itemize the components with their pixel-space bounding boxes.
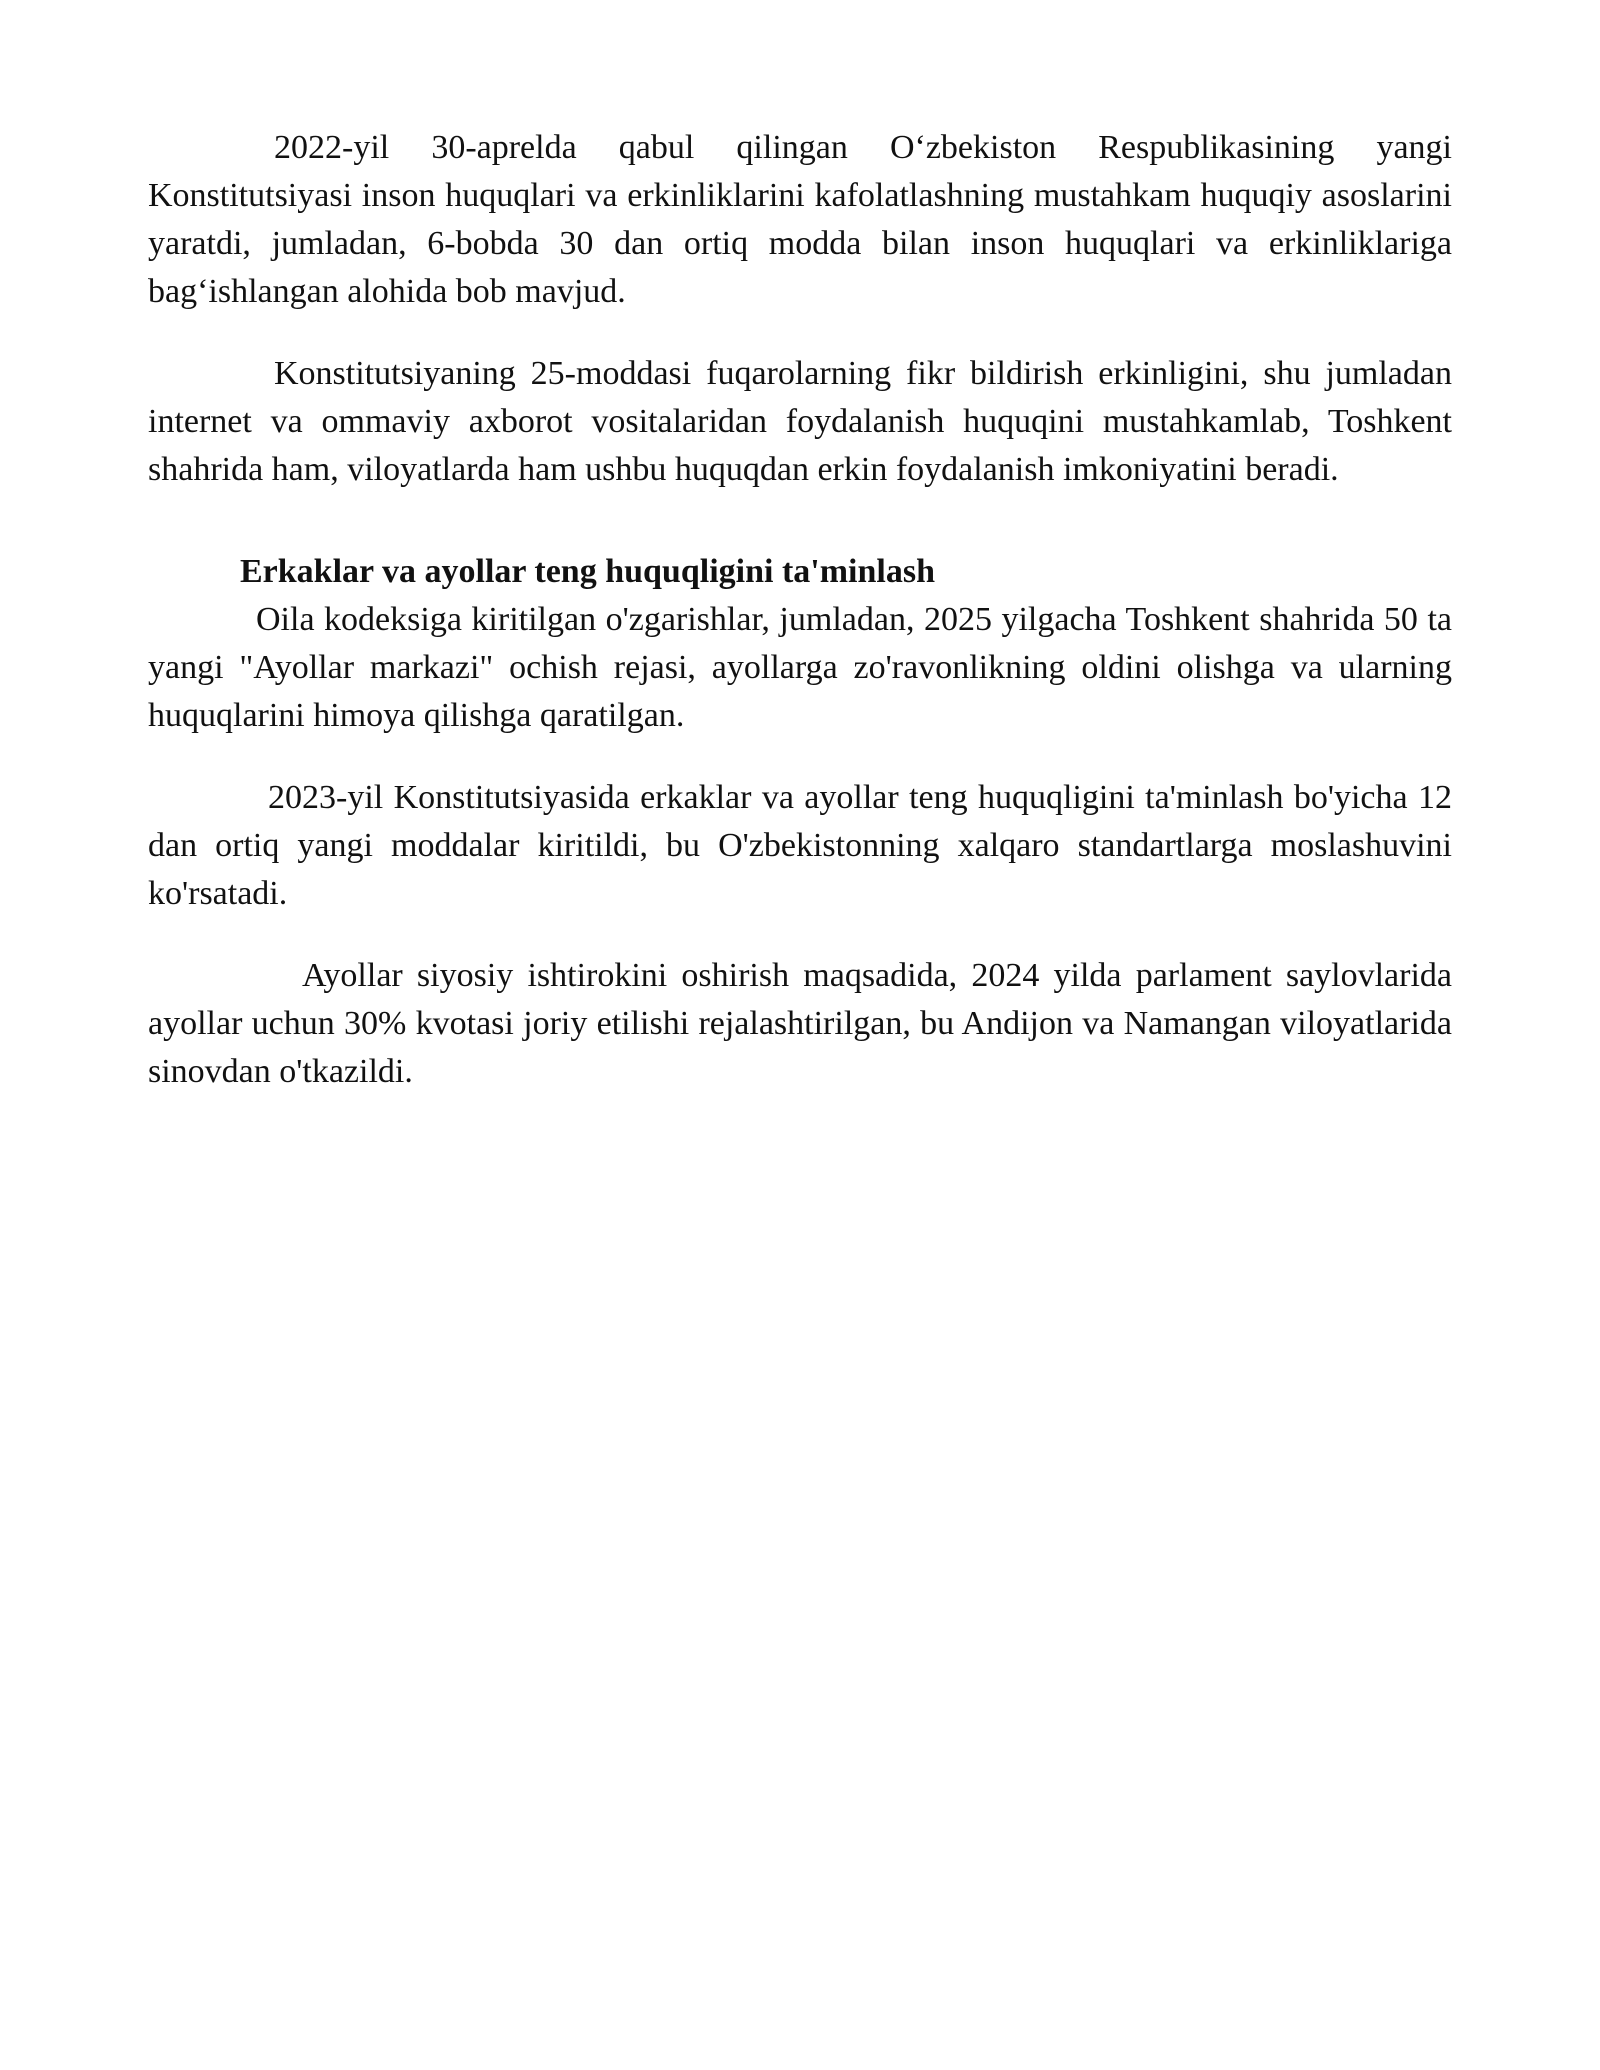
- paragraph-political-participation: Ayollar siyosiy ishtirokini oshirish maqsadida, 2024 yilda parlament saylovlarida ayollar uchun 30% kvotasi joriy etilishi rejalashtirilgan, bu Andijon va Namangan viloyatlarida sinovdan o'tkazildi.: [148, 957, 1452, 1090]
- paragraph-article-25: Konstitutsiyaning 25-moddasi fuqarolarning fikr bildirish erkinligini, shu jumladan internet va ommaviy axborot vositalaridan foydalanish huquqini mustahkamlab, Toshkent shahrida ham, viloyatlarda ham ushbu huquqdan erkin foydalanish imkoniyatini beradi.: [148, 355, 1452, 488]
- document-page: [148, 124, 1452, 1096]
- paragraph-constitution-2022: 2022-yil 30-aprelda qabul qilingan O‘zbekiston Respublikasining yangi Konstitutsiyasi inson huquqlari va erkinliklarini kafolatlashning mustahkam huquqiy asoslarini yaratdi, jumladan, 6-bobda 30 dan ortiq modda bilan inson huquqlari va erkinliklariga bag‘ishlangan alohida bob mavjud.: [148, 129, 1452, 310]
- paragraph-family-code: Oila kodeksiga kiritilgan o'zgarishlar, jumladan, 2025 yilgacha Toshkent shahrida 50 ta yangi "Ayollar markazi" ochish rejasi, ayollarga zo'ravonlikning oldini olishga va ularning huquqlarini himoya qilishga qaratilgan.: [148, 601, 1452, 734]
- paragraph-constitution-2023: 2023-yil Konstitutsiyasida erkaklar va ayollar teng huquqligini ta'minlash bo'yicha 12 dan ortiq yangi moddalar kiritildi, bu O'zbekistonning xalqaro standartlarga moslashuvini ko'rsatadi.: [148, 779, 1452, 912]
- section-heading: Erkaklar va ayollar teng huquqligini ta'minlash: [240, 553, 935, 590]
